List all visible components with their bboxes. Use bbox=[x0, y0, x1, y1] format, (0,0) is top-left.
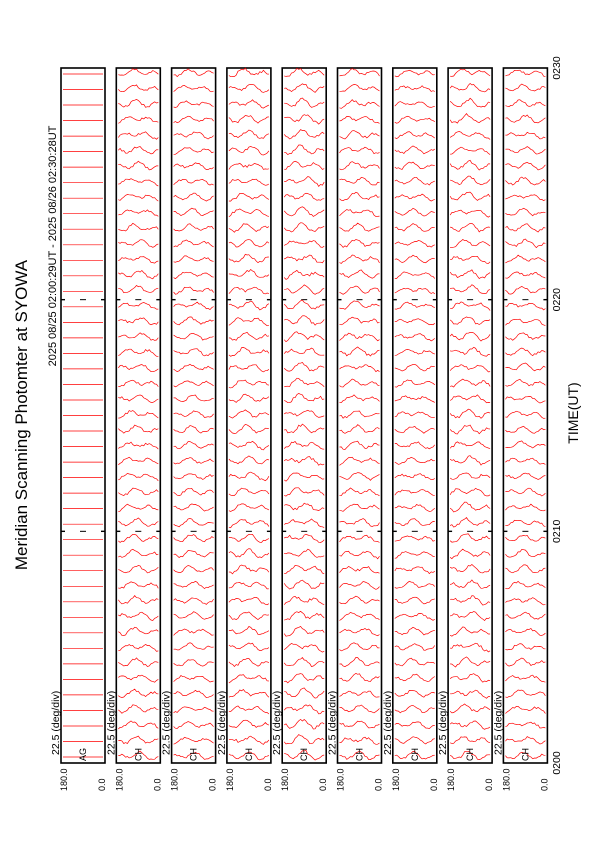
scale-label: 22.5 (deg/div) bbox=[271, 690, 284, 755]
panel-frame bbox=[393, 68, 437, 763]
panel-frame bbox=[503, 68, 547, 763]
x-tick-label: 0210 bbox=[551, 519, 563, 544]
channel-label: CH bbox=[243, 748, 254, 761]
panel-5 bbox=[271, 68, 328, 791]
panel-frame bbox=[338, 68, 382, 763]
y-tick-label: 180.0 bbox=[169, 768, 180, 791]
panel-2 bbox=[105, 68, 162, 791]
y-tick-label: 180.0 bbox=[224, 768, 235, 791]
panel-group bbox=[50, 68, 549, 791]
x-tick-label: 0230 bbox=[551, 56, 563, 80]
panel-7 bbox=[382, 68, 439, 791]
y-tick-label: 0.0 bbox=[262, 778, 273, 791]
panel-9 bbox=[492, 68, 549, 791]
panel-frame bbox=[172, 68, 216, 763]
channel-label: CH bbox=[520, 748, 531, 761]
x-tick-labels bbox=[551, 56, 563, 775]
chart-title: Meridian Scanning Photomter at SYOWA bbox=[12, 259, 31, 571]
channel-label: CH bbox=[409, 748, 420, 761]
y-tick-label: 0.0 bbox=[484, 778, 495, 791]
x-axis-title: TIME(UT) bbox=[565, 382, 581, 444]
scale-label: 22.5 (deg/div) bbox=[381, 690, 394, 755]
y-tick-label: 0.0 bbox=[539, 778, 550, 791]
scale-label: 22.5 (deg/div) bbox=[215, 690, 228, 755]
y-tick-label: 180.0 bbox=[59, 768, 69, 791]
x-tick-label: 0200 bbox=[551, 751, 563, 775]
channel-label: CH bbox=[465, 748, 476, 761]
y-tick-label: 180.0 bbox=[335, 768, 346, 791]
x-tick-label: 0220 bbox=[551, 287, 563, 312]
y-tick-label: 180.0 bbox=[390, 768, 401, 791]
scale-label: 22.5 (deg/div) bbox=[437, 690, 450, 755]
panel-8 bbox=[437, 68, 494, 791]
panel-6 bbox=[327, 68, 384, 791]
y-tick-label: 180.0 bbox=[501, 768, 512, 791]
channel-label: CH bbox=[299, 748, 310, 761]
y-tick-label: 180.0 bbox=[280, 768, 291, 791]
y-tick-label: 0.0 bbox=[428, 778, 439, 791]
panel-4 bbox=[216, 68, 273, 791]
scale-label: 22.5 (deg/div) bbox=[105, 690, 118, 755]
y-tick-label: 180.0 bbox=[114, 768, 125, 791]
chart-subtitle: 2025 08/25 02:00:29UT - 2025 08/26 02:30:28UT bbox=[47, 125, 59, 367]
scale-label: 22.5 (deg/div) bbox=[50, 690, 62, 755]
y-tick-label: 0.0 bbox=[207, 778, 218, 791]
y-tick-label: 0.0 bbox=[318, 778, 329, 791]
scale-label: 22.5 (deg/div) bbox=[492, 690, 505, 755]
scale-label: 22.5 (deg/div) bbox=[160, 690, 173, 755]
channel-label: CH bbox=[133, 748, 144, 761]
y-tick-label: 0.0 bbox=[97, 778, 107, 791]
scale-label: 22.5 (deg/div) bbox=[326, 690, 339, 755]
y-tick-label: 0.0 bbox=[152, 778, 163, 791]
panel-frame bbox=[282, 68, 326, 763]
channel-label: CH bbox=[354, 748, 365, 761]
y-tick-label: 180.0 bbox=[446, 768, 457, 791]
y-tick-label: 0.0 bbox=[373, 778, 384, 791]
panel-3 bbox=[161, 68, 218, 791]
channel-label: CH bbox=[188, 748, 199, 761]
panel-frame bbox=[448, 68, 492, 763]
channel-label: AG bbox=[78, 747, 88, 761]
